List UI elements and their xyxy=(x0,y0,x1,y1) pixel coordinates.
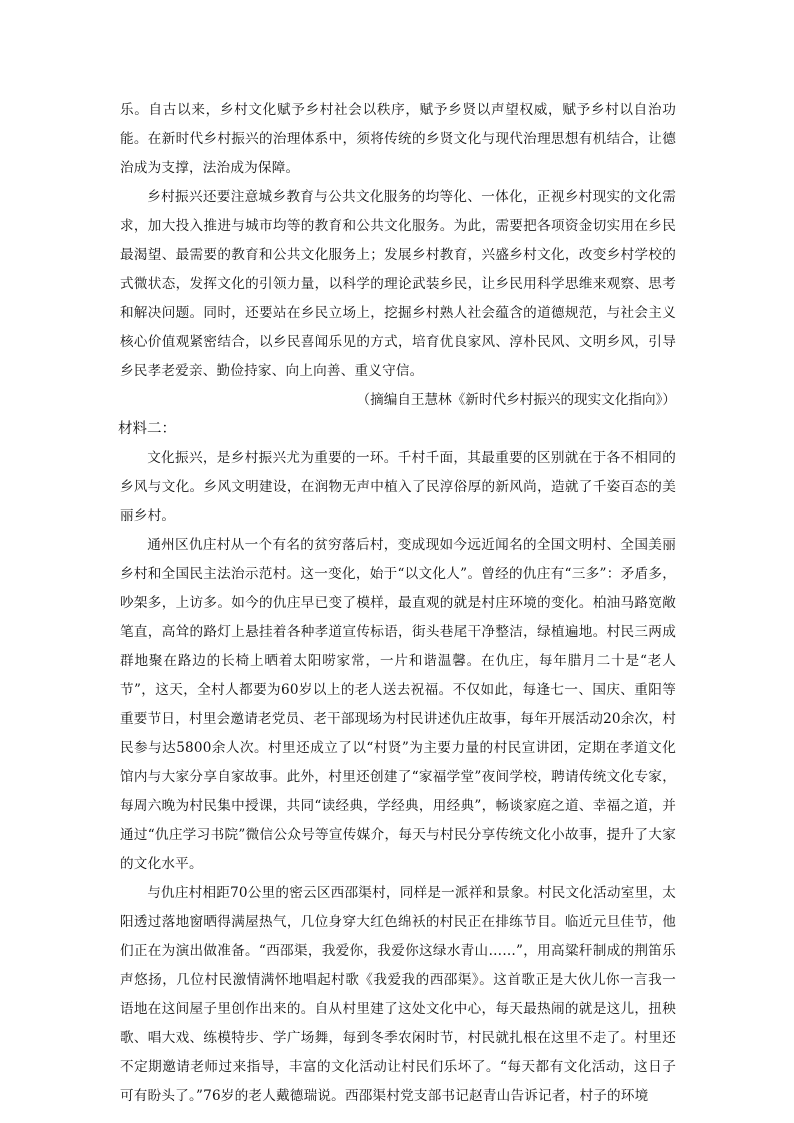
paragraph-qiuzhuang-village: 通州区仇庄村从一个有名的贫穷落后村，变成现如今远近闻名的全国文明村、全国美丽乡村和全国民主法治示范村。这一变化，始于“以文化人”。曾经的仇庄有“三多”：矛盾多，吵架多，上访多。如今的仇庄早已变了模样，最直观的就是村庄环境的变化。柏油马路宽敞笔直，高耸的路灯上悬挂着各种孝道宣传标语，街头巷尾干净整洁，绿植遍地。村民三两成群地聚在路边的长椅上晒着太阳唠家常，一片和谐温馨。在仇庄，每年腊月二十是“老人节”，这天，全村人都要为60岁以上的老人送去祝福。不仅如此，每逢七一、国庆、重阳等重要节日，村里会邀请老党员、老干部现场为村民讲述仇庄故事，每年开展活动20余次，村民参与达5800余人次。村里还成立了以“村贤”为主要力量的村民宣讲团，定期在孝道文化馆内与大家分享自家故事。此外，村里还创建了“家福学堂”夜间学校，聘请传统文化专家，每周六晚为村民集中授课，共同“读经典，学经典，用经典”，畅谈家庭之道、幸福之道，并通过“仇庄学习书院”微信公众号等宣传媒介，每天与村民分享传统文化小故事，提升了大家的文化水平。 xyxy=(120,537,676,872)
paragraph-continuation: 乐。自古以来，乡村文化赋予乡村社会以秩序，赋予乡贤以声望权威，赋予乡村以自治功能。在新时代乡村振兴的治理体系中，须将传统的乡贤文化与现代治理思想有机结合，让德治成为支撑，法治成为保障。 xyxy=(120,102,676,176)
document-body xyxy=(120,96,676,1111)
paragraph-cultural-revitalization: 文化振兴，是乡村振兴尤为重要的一环。千村千面，其最重要的区别就在于各不相同的乡风与文化。乡风文明建设，在润物无声中植入了民淳俗厚的新风尚，造就了千姿百态的美丽乡村。 xyxy=(120,450,676,524)
paragraph-xishaoqu-village: 与仇庄村相距70公里的密云区西邵渠村，同样是一派祥和景象。村民文化活动室里，太阳透过落地窗晒得满屋热气，几位身穿大红色绵袄的村民正在排练节目。临近元旦佳节，他们正在为演出做准备。“西邵渠，我爱你，我爱你这绿水青山……”，用高粱秆制成的荆笛乐声悠扬，几位村民激情满怀地唱起村歌《我爱我的西邵渠》。这首歌正是大伙儿你一言我一语地在这间屋子里创作出来的。自从村里建了这处文化中心，每天最热闹的就是这儿，扭秧歌、唱大戏、练模特步、学广场舞，每到冬季农闲时节，村民就扎根在这里不走了。村里还不定期邀请老师过来指导，丰富的文化活动让村民们乐坏了。“每天都有文化活动，这日子可有盼头了。”76岁的老人戴德瑞说。西邵渠村党支部书记赵青山告诉记者，村子的环境 xyxy=(120,885,676,1104)
citation-source: （摘编自王慧林《新时代乡村振兴的现实文化指向》） xyxy=(356,392,676,408)
paragraph-rural-education: 乡村振兴还要注意城乡教育与公共文化服务的均等化、一体化，正视乡村现实的文化需求，加大投入推进与城市均等的教育和公共文化服务。为此，需要把各项资金切实用在乡民最渴望、最需要的教育和公共文化服务上；发展乡村教育，兴盛乡村文化，改变乡村学校的式微状态，发挥文化的引领力量，以科学的理论武装乡民，让乡民用科学思维来观察、思考和解决问题。同时，还要站在乡民立场上，挖掘乡村熟人社会蕴含的道德规范，与社会主义核心价值观紧密结合，以乡民喜闻乐见的方式，培育优良家风、淳朴民风、文明乡风，引导乡民孝老爱亲、勤俭持家、向上向善、重义守信。 xyxy=(120,189,676,379)
section-heading-material-two: 材料二： xyxy=(118,421,176,437)
